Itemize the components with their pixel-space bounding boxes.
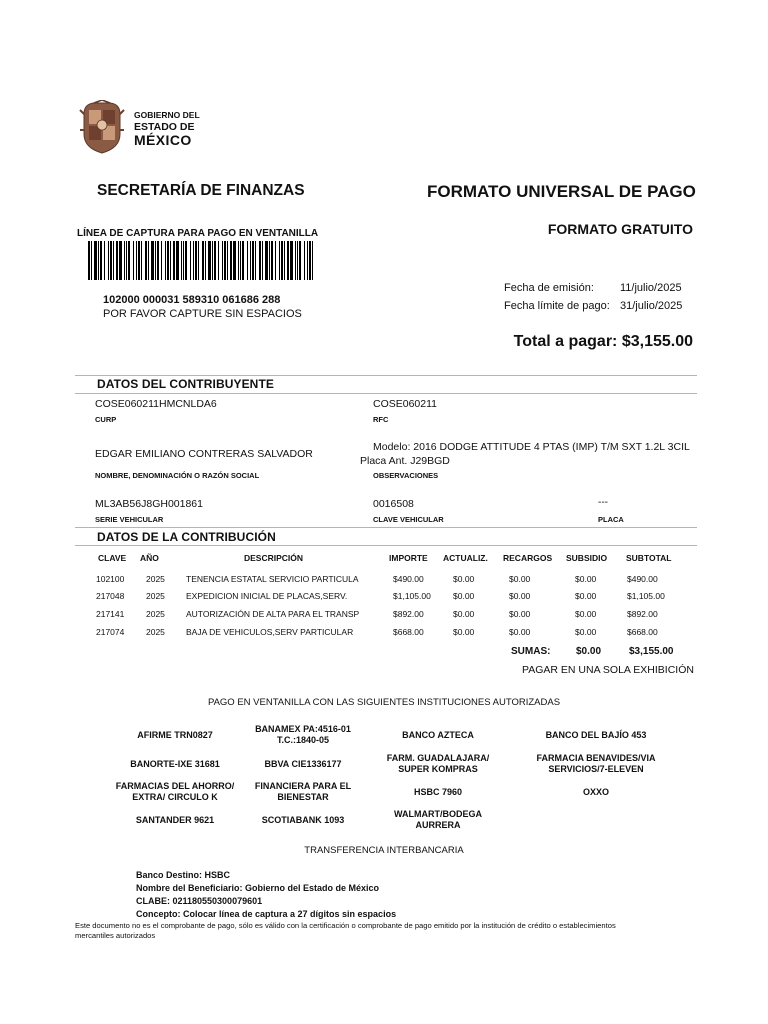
- coat-of-arms-icon: [78, 100, 126, 154]
- institucion-line: AURRERA: [415, 820, 461, 830]
- clave-vehicular-label: CLAVE VEHICULAR: [373, 515, 444, 524]
- sumas-subsidio: $0.00: [576, 646, 602, 657]
- cell-importe: $668.00: [393, 627, 424, 637]
- nombre-value: EDGAR EMILIANO CONTRERAS SALVADOR: [95, 448, 313, 460]
- col-header-subtotal: SUBTOTAL: [626, 553, 672, 563]
- col-header-actualiz: ACTUALIZ.: [443, 553, 488, 563]
- barcode-bar: [124, 241, 125, 280]
- barcode-bar: [233, 241, 236, 280]
- barcode-bar: [212, 241, 213, 280]
- linea-captura-label: LÍNEA DE CAPTURA PARA PAGO EN VENTANILLA: [77, 228, 319, 239]
- cell-importe: $1,105.00: [393, 591, 431, 601]
- barcode-bar: [136, 241, 137, 280]
- col-header-clave: CLAVE: [98, 553, 127, 563]
- barcode-bar: [222, 241, 223, 280]
- institucion-line: OXXO: [582, 786, 609, 797]
- cell-descripcion: TENENCIA ESTATAL SERVICIO PARTICULA: [186, 574, 359, 584]
- cell-descripcion: AUTORIZACIÓN DE ALTA PARA EL TRANSP: [186, 609, 360, 619]
- barcode-bar: [208, 241, 211, 280]
- institucion-line: SERVICIOS/7-ELEVEN: [548, 764, 644, 774]
- fecha-emision-valor: 11/julio/2025: [620, 282, 682, 294]
- barcode-bar: [110, 241, 112, 280]
- barcode-bar: [141, 241, 142, 280]
- barcode-bar: [205, 241, 206, 280]
- cell-subsidio: $0.00: [575, 609, 597, 619]
- cell-subtotal: $668.00: [627, 627, 658, 637]
- institucion-line: BIENESTAR: [277, 792, 329, 802]
- clabe: CLABE: 021180550300079601: [136, 896, 263, 906]
- formato-title: FORMATO UNIVERSAL DE PAGO: [427, 182, 696, 201]
- barcode-bar: [284, 241, 285, 280]
- col-header-anio: AÑO: [140, 553, 159, 563]
- cell-descripcion: EXPEDICION INICIAL DE PLACAS,SERV.: [186, 591, 348, 601]
- barcode-bar: [224, 241, 226, 280]
- barcode-bar: [312, 241, 313, 280]
- institucion-item: [358, 787, 518, 798]
- logo-line-3: MÉXICO: [134, 132, 192, 148]
- institucion-line: HSBC 7960: [413, 786, 463, 797]
- barcode-bar: [279, 241, 280, 280]
- barcode-bar: [255, 241, 256, 280]
- cell-clave: 102100: [96, 574, 125, 584]
- barcode-bar: [94, 241, 97, 280]
- barcode-bar: [281, 241, 283, 280]
- barcode-bar: [108, 241, 109, 280]
- institucion-line: FARMACIA BENAVIDES/VIA: [536, 753, 656, 763]
- barcode-bar: [155, 241, 156, 280]
- cell-actualiz: $0.00: [453, 627, 475, 637]
- observaciones-line-2: Placa Ant. J29BGD: [360, 455, 450, 467]
- cell-descripcion: BAJA DE VEHICULOS,SERV PARTICULAR: [186, 627, 354, 637]
- institucion-item: [358, 753, 518, 775]
- instituciones-title: PAGO EN VENTANILLA CON LAS SIGUIENTES INSTITUCIONES AUTORIZADAS: [207, 697, 561, 708]
- barcode-bar: [250, 241, 251, 280]
- institucion-line: SCOTIABANK 1093: [261, 814, 345, 825]
- cell-actualiz: $0.00: [453, 591, 475, 601]
- barcode-bar: [173, 241, 175, 280]
- barcode-bar: [88, 241, 90, 280]
- barcode-bar: [295, 241, 296, 280]
- cell-clave: 217141: [96, 609, 125, 619]
- curp-label: CURP: [95, 415, 117, 424]
- logo-line-1: GOBIERNO DEL: [134, 110, 200, 120]
- banco-destino: Banco Destino: HSBC: [136, 870, 231, 880]
- barcode-bar: [128, 241, 130, 280]
- cell-anio: 2025: [146, 574, 165, 584]
- institucion-line: FARM. GUADALAJARA/: [386, 753, 490, 763]
- barcode-bar: [259, 241, 261, 280]
- barcode-bar: [262, 241, 263, 280]
- cell-subsidio: $0.00: [575, 591, 597, 601]
- cell-recargos: $0.00: [509, 574, 531, 584]
- institucion-line: EXTRA/ CIRCULO K: [132, 792, 218, 802]
- barcode-bar: [126, 241, 127, 280]
- barcode-bar: [176, 241, 179, 280]
- fecha-emision-label: Fecha de emisión:: [504, 282, 594, 294]
- divider: [75, 545, 697, 546]
- barcode-bar: [247, 241, 248, 280]
- col-header-descripcion: DESCRIPCIÓN: [244, 553, 304, 563]
- sumas-label: SUMAS:: [511, 646, 551, 657]
- barcode-bar: [165, 241, 166, 280]
- cell-actualiz: $0.00: [453, 609, 475, 619]
- placa-value: ---: [598, 497, 608, 508]
- barcode-bar: [185, 241, 187, 280]
- institucion-item: [358, 730, 518, 741]
- barcode-bar: [202, 241, 204, 280]
- barcode-bar: [265, 241, 268, 280]
- institucion-line: BANCO AZTECA: [402, 729, 474, 740]
- barcode-bar: [287, 241, 289, 280]
- nota-legal-2: mercantiles autorizados: [75, 931, 156, 940]
- col-header-recargos: RECARGOS: [503, 553, 553, 563]
- barcode-bar: [119, 241, 122, 280]
- barcode-bar: [290, 241, 293, 280]
- cell-subtotal: $892.00: [627, 609, 658, 619]
- serie-label: SERIE VEHICULAR: [95, 515, 164, 524]
- institucion-line: BBVA CIE1336177: [264, 758, 342, 769]
- barcode-bar: [91, 241, 92, 280]
- barcode: [88, 241, 315, 280]
- divider: [75, 527, 697, 528]
- institucion-item: [516, 753, 676, 775]
- barcode-bar: [116, 241, 118, 280]
- institucion-item: [358, 809, 518, 831]
- barcode-bar: [309, 241, 311, 280]
- cell-subsidio: $0.00: [575, 574, 597, 584]
- cell-recargos: $0.00: [509, 627, 531, 637]
- barcode-bar: [181, 241, 182, 280]
- pago-exhibicion: PAGAR EN UNA SOLA EXHIBICIÓN: [522, 664, 694, 676]
- barcode-bar: [167, 241, 169, 280]
- contribucion-title: DATOS DE LA CONTRIBUCIÓN: [97, 530, 276, 544]
- observaciones-label: OBSERVACIONES: [373, 471, 439, 480]
- barcode-bar: [145, 241, 147, 280]
- institucion-line: BANORTE-IXE 31681: [130, 758, 220, 769]
- serie-value: ML3AB56J8GH001861: [95, 498, 203, 510]
- institucion-item: [516, 730, 676, 741]
- fecha-limite-valor: 31/julio/2025: [620, 300, 683, 312]
- formato-gratuito: FORMATO GRATUITO: [547, 221, 693, 237]
- nota-legal-1: Este documento no es el comprobante de pago, sólo es válido con la certificación o comprobante de pago emitido por la institución de crédito o establecimientos: [75, 921, 616, 930]
- barcode-bar: [252, 241, 254, 280]
- institucion-item: [516, 787, 676, 798]
- institucion-line: SANTANDER 9621: [135, 814, 215, 825]
- curp-value: COSE060211HMCNLDA6: [95, 398, 217, 410]
- barcode-bar: [151, 241, 154, 280]
- transferencia-title: TRANSFERENCIA INTERBANCARIA: [304, 845, 464, 856]
- cell-anio: 2025: [146, 609, 165, 619]
- col-header-subsidio: SUBSIDIO: [566, 553, 608, 563]
- barcode-bar: [271, 241, 273, 280]
- barcode-bar: [304, 241, 305, 280]
- nombre-label: NOMBRE, DENOMINACIÓN O RAZÓN SOCIAL: [95, 471, 260, 480]
- barcode-bar: [238, 241, 239, 280]
- placa-label: PLACA: [598, 515, 624, 524]
- barcode-bar: [299, 241, 301, 280]
- barcode-bar: [161, 241, 162, 280]
- barcode-bar: [183, 241, 184, 280]
- barcode-bar: [242, 241, 244, 280]
- secretaria-title: SECRETARÍA DE FINANZAS: [97, 182, 305, 199]
- barcode-bar: [170, 241, 171, 280]
- barcode-bar: [104, 241, 105, 280]
- estado-de-mexico-logo: [78, 100, 228, 156]
- cell-actualiz: $0.00: [453, 574, 475, 584]
- institucion-line: BANAMEX PA:4516-01: [255, 724, 351, 734]
- barcode-bar: [148, 241, 149, 280]
- barcode-bar: [157, 241, 159, 280]
- divider: [75, 393, 697, 394]
- barcode-bar: [307, 241, 308, 280]
- cell-clave: 217048: [96, 591, 125, 601]
- divider: [75, 375, 697, 376]
- institucion-line: FINANCIERA PARA EL: [254, 781, 352, 791]
- institucion-line: WALMART/BODEGA: [394, 809, 482, 819]
- concepto: Concepto: Colocar línea de captura a 27 dígitos sin espacios: [136, 909, 397, 919]
- clave-vehicular-value: 0016508: [373, 498, 414, 510]
- barcode-bar: [198, 241, 199, 280]
- barcode-bar: [240, 241, 241, 280]
- cell-recargos: $0.00: [509, 609, 531, 619]
- observaciones-line-1: Modelo: 2016 DODGE ATTITUDE 4 PTAS (IMP) T/M SXT 1.2L 3CIL: [373, 441, 690, 453]
- institucion-line: T.C.:1840-05: [276, 735, 330, 745]
- total-a-pagar: Total a pagar: $3,155.00: [513, 333, 693, 350]
- barcode-bar: [133, 241, 134, 280]
- barcode-bar: [214, 241, 216, 280]
- institucion-line: AFIRME TRN0827: [137, 729, 213, 740]
- barcode-bar: [113, 241, 114, 280]
- institucion-line: BANCO DEL BAJÍO 453: [545, 729, 647, 740]
- cell-clave: 217074: [96, 627, 125, 637]
- cell-recargos: $0.00: [509, 591, 531, 601]
- logo-line-2: ESTADO DE: [134, 121, 195, 133]
- cell-importe: $892.00: [393, 609, 424, 619]
- contribuyente-title: DATOS DEL CONTRIBUYENTE: [97, 377, 274, 391]
- barcode-bar: [227, 241, 228, 280]
- linea-captura-numero: 102000 000031 589310 061686 288: [103, 294, 281, 306]
- barcode-bar: [275, 241, 276, 280]
- beneficiario: Nombre del Beneficiario: Gobierno del Estado de México: [136, 883, 380, 893]
- cell-anio: 2025: [146, 591, 165, 601]
- barcode-bar: [100, 241, 102, 280]
- cell-subsidio: $0.00: [575, 627, 597, 637]
- barcode-bar: [98, 241, 99, 280]
- barcode-bar: [269, 241, 270, 280]
- barcode-bar: [218, 241, 219, 280]
- sumas-total: $3,155.00: [629, 646, 674, 657]
- rfc-label: RFC: [373, 415, 389, 424]
- rfc-value: COSE060211: [373, 398, 438, 410]
- fecha-limite-label: Fecha límite de pago:: [504, 300, 610, 312]
- institucion-line: FARMACIAS DEL AHORRO/: [115, 781, 235, 791]
- col-header-importe: IMPORTE: [389, 553, 428, 563]
- cell-subtotal: $490.00: [627, 574, 658, 584]
- cell-importe: $490.00: [393, 574, 424, 584]
- linea-captura-nota: POR FAVOR CAPTURE SIN ESPACIOS: [103, 308, 302, 320]
- barcode-bar: [230, 241, 232, 280]
- barcode-bar: [195, 241, 197, 280]
- cell-subtotal: $1,105.00: [627, 591, 665, 601]
- institucion-line: SUPER KOMPRAS: [398, 764, 478, 774]
- barcode-bar: [297, 241, 298, 280]
- cell-anio: 2025: [146, 627, 165, 637]
- barcode-bar: [190, 241, 191, 280]
- barcode-bar: [138, 241, 140, 280]
- barcode-bar: [193, 241, 194, 280]
